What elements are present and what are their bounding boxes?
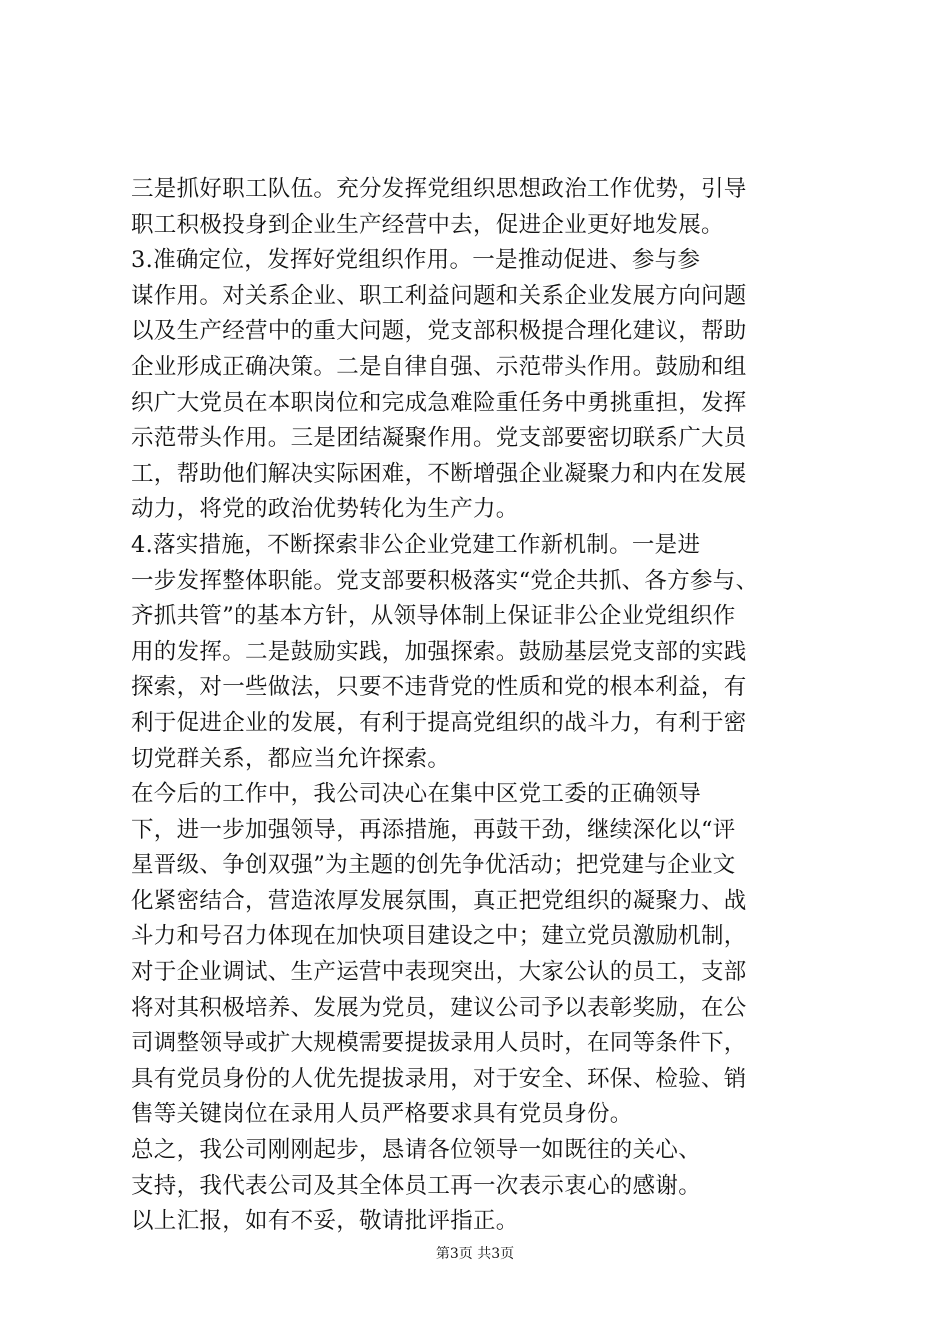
text-line: 星晋级、争创双强”为主题的创先争优活动；把党建与企业文 bbox=[131, 852, 736, 879]
text-line: 斗力和号召力体现在加快项目建设之中；建立党员激励机制， bbox=[131, 923, 747, 950]
text-line: 一步发挥整体职能。党支部要积极落实“党企共抓、各方参与、 bbox=[131, 567, 759, 594]
text-line: 工，帮助他们解决实际困难，不断增强企业凝聚力和内在发展 bbox=[131, 460, 747, 487]
text-line: 动力，将党的政治优势转化为生产力。 bbox=[131, 496, 519, 523]
text-line: 以及生产经营中的重大问题，党支部积极提合理化建议，帮助 bbox=[131, 318, 747, 345]
text-line: 谋作用。对关系企业、职工利益问题和关系企业发展方向问题 bbox=[131, 282, 747, 309]
text-line: 具有党员身份的人优先提拔录用，对于安全、环保、检验、销 bbox=[131, 1065, 747, 1092]
text-line: 企业形成正确决策。二是自律自强、示范带头作用。鼓励和组 bbox=[131, 353, 747, 380]
text-line: 三是抓好职工队伍。充分发挥党组织思想政治工作优势，引导 bbox=[131, 176, 747, 202]
text-line: 支持，我代表公司及其全体员工再一次表示衷心的感谢。 bbox=[131, 1172, 702, 1199]
text-line: 织广大党员在本职岗位和完成急难险重任务中勇挑重担，发挥 bbox=[131, 389, 747, 416]
text-line: 3.准确定位，发挥好党组织作用。一是推动促进、参与参 bbox=[131, 247, 701, 274]
page-number-footer: 第3页 共3页 bbox=[435, 1246, 515, 1262]
text-line: 以上汇报，如有不妥，敬请批评指正。 bbox=[131, 1208, 519, 1235]
text-line: 将对其积极培养、发展为党员，建议公司予以表彰奖励，在公 bbox=[131, 994, 747, 1021]
text-line: 在今后的工作中，我公司决心在集中区党工委的正确领导 bbox=[131, 781, 702, 808]
text-line: 探索，对一些做法，只要不违背党的性质和党的根本利益，有 bbox=[131, 674, 747, 701]
text-line: 售等关键岗位在录用人员严格要求具有党员身份。 bbox=[131, 1101, 633, 1128]
text-line: 齐抓共管”的基本方针，从领导体制上保证非公企业党组织作 bbox=[131, 603, 736, 630]
text-line: 下，进一步加强领导，再添措施，再鼓干劲，继续深化以“评 bbox=[131, 816, 736, 843]
text-line: 切党群关系，都应当允许探索。 bbox=[131, 745, 451, 772]
text-line: 化紧密结合，营造浓厚发展氛围，真正把党组织的凝聚力、战 bbox=[131, 887, 747, 914]
text-line: 用的发挥。二是鼓励实践，加强探索。鼓励基层党支部的实践 bbox=[131, 638, 747, 665]
text-line: 司调整领导或扩大规模需要提拔录用人员时，在同等条件下， bbox=[131, 1030, 747, 1057]
text-line: 利于促进企业的发展，有利于提高党组织的战斗力，有利于密 bbox=[131, 709, 747, 736]
text-line: 职工积极投身到企业生产经营中去，促进企业更好地发展。 bbox=[131, 211, 724, 238]
text-line: 4.落实措施，不断探索非公企业党建工作新机制。一是进 bbox=[131, 531, 701, 558]
document-body bbox=[131, 172, 831, 1240]
text-line: 示范带头作用。三是团结凝聚作用。党支部要密切联系广大员 bbox=[131, 425, 747, 452]
text-line: 总之，我公司刚刚起步，恳请各位领导一如既往的关心、 bbox=[131, 1137, 702, 1164]
text-line: 对于企业调试、生产运营中表现突出，大家公认的员工，支部 bbox=[131, 959, 747, 986]
